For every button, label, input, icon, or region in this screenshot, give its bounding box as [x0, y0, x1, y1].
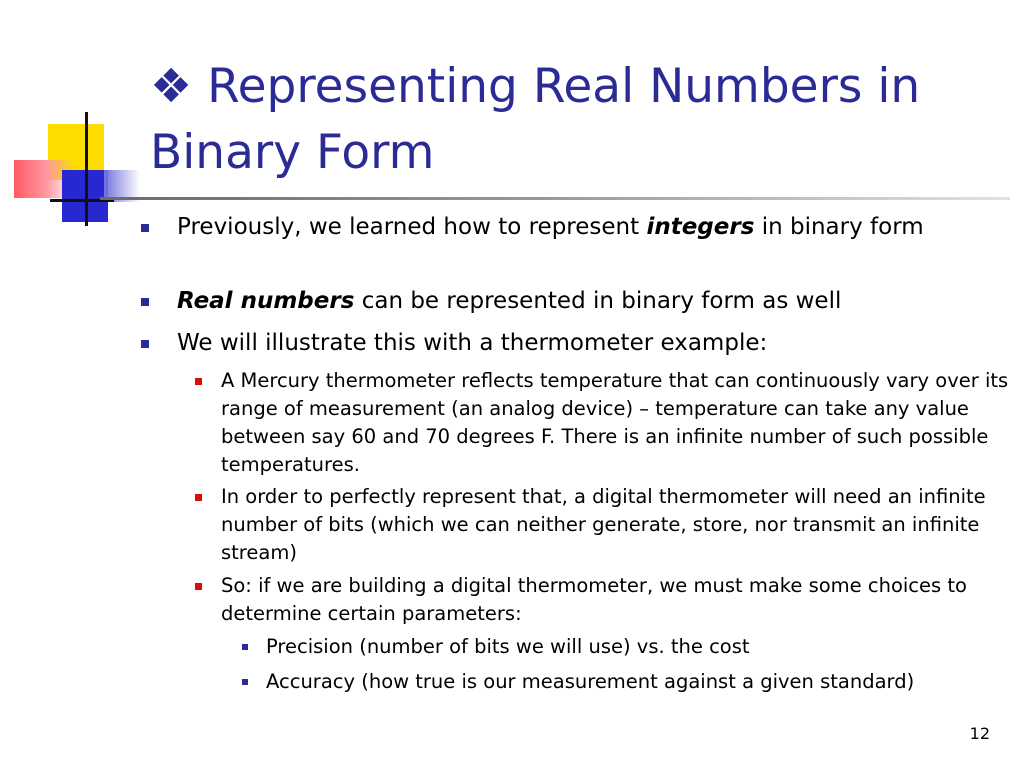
- title-diamond-icon: ❖: [150, 59, 193, 114]
- sub-bullet-text: So: if we are building a digital thermometer, we must make some choices to determine certain parameters:: [221, 574, 967, 625]
- bullet-item: [177, 327, 997, 360]
- sub-bullet-text: A Mercury thermometer reflects temperature that can continuously vary over its range of measurement (an analog device) – temperature can take any value between say 60 and 70 degrees F. There is an infinite number of such possible temperatures.: [221, 369, 1009, 476]
- square-bullet-icon: [141, 298, 149, 306]
- square-bullet-icon: [141, 340, 149, 348]
- sub-sub-bullet-text: Accuracy (how true is our measurement against a given standard): [266, 670, 915, 693]
- red-square-bullet-icon: [195, 583, 202, 590]
- bullet-emphasis: integers: [646, 214, 755, 240]
- page-number: 12: [969, 724, 990, 743]
- red-square-bullet-icon: [195, 494, 202, 501]
- sub-sub-bullet-item: [266, 633, 966, 661]
- red-square-bullet-icon: [195, 378, 202, 385]
- sub-bullet-item: [221, 483, 1011, 567]
- bullet-text-continued: in binary form: [754, 214, 924, 240]
- bullet-text: We will illustrate this with a thermometer example:: [177, 330, 768, 356]
- sub-sub-bullet-text: Precision (number of bits we will use) vs. the cost: [266, 635, 750, 658]
- bullet-text: Previously, we learned how to represent: [177, 214, 647, 240]
- sub-bullet-item: [221, 367, 1011, 479]
- sub-sub-bullet-item: [266, 668, 966, 696]
- bullet-text: can be represented in binary form as well: [354, 288, 842, 314]
- sub-bullet-text: In order to perfectly represent that, a digital thermometer will need an infinite number of bits (which we can neither generate, store, nor transmit an infinite stream): [221, 485, 986, 564]
- bullet-emphasis: Real numbers: [177, 288, 355, 314]
- bullet-item: [177, 285, 997, 318]
- sub-bullet-item: [221, 572, 1011, 628]
- small-square-bullet-icon: [242, 644, 248, 650]
- bullet-item: [177, 211, 997, 244]
- title-text: Representing Real Numbers in Binary Form: [150, 59, 921, 180]
- square-bullet-icon: [141, 224, 149, 232]
- small-square-bullet-icon: [242, 679, 248, 685]
